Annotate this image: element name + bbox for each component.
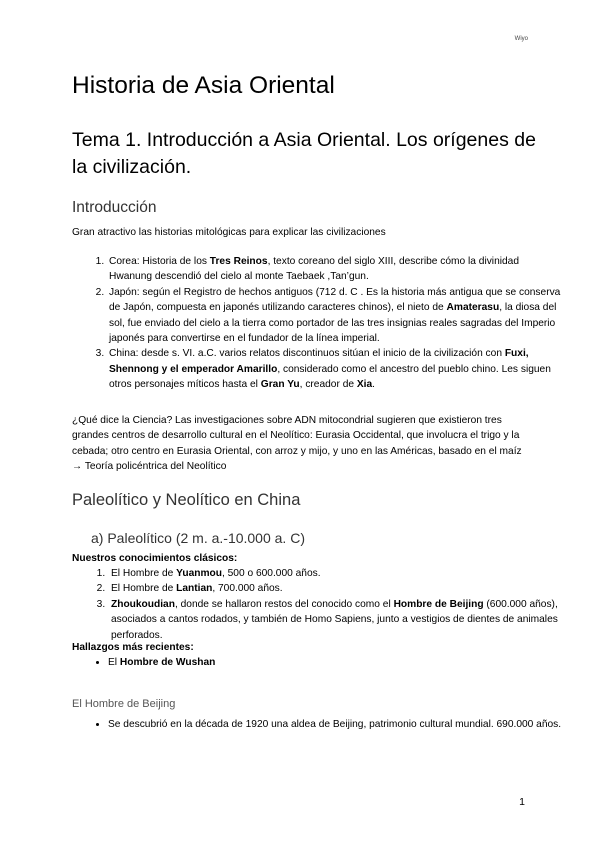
hallazgos-label: Hallazgos más recientes: (72, 642, 194, 653)
mitos-list (72, 254, 562, 393)
header-author: Wiyo (514, 36, 528, 42)
document-title: Historia de Asia Oriental (72, 72, 335, 99)
list-item: • El Hombre de Wushan (108, 655, 215, 670)
introduccion-heading: Introducción (72, 199, 157, 216)
beijing-list (72, 717, 563, 732)
list-item: 3. China: desde s. VI. a.C. varios relatos discontinuos sitúan el inicio de la civilización con Fuxi, Shennong y el emperador Amarillo, considerado como el ancestro del pueblo chino. Les siguen otros personajes míticos hasta el Gran Yu, creador de Xia. (107, 346, 562, 392)
hallazgos-list (72, 655, 215, 670)
list-item: 1. Corea: Historia de los Tres Reinos, texto coreano del siglo XIII, describe cómo la divinidad Hwanung descendió del cielo al monte Taebaek ,Tan’gun. (107, 254, 562, 285)
conocimientos-list (72, 566, 563, 643)
paleolitico-subheading: a) Paleolítico (2 m. a.-10.000 a. C) (91, 530, 305, 546)
list-item: 2. El Hombre de Lantian, 700.000 años. (108, 581, 563, 596)
list-item: 3. Zhoukoudian, donde se hallaron restos del conocido como el Hombre de Beijing (600.000 años), asociados a cantos rodados, y también de Homo Sapiens, junto a vestigios de dientes de animales perforados. (108, 597, 563, 643)
ciencia-paragraph: ¿Qué dice la Ciencia? Las investigaciones sobre ADN mitocondrial sugieren que existieron tres grandes centros de desarrollo cultural en el Neolítico: Eurasia Occidental, que involucra el trigo y la cebada; otro centro en Eurasia Oriental, con arroz y mijo, y uno en las Américas, basado en el maíz → Teoría policéntrica del Neolítico (72, 415, 522, 473)
list-item: 1. El Hombre de Yuanmou, 500 o 600.000 años. (108, 566, 563, 581)
beijing-heading: El Hombre de Beijing (72, 698, 176, 710)
conocimientos-label: Nuestros conocimientos clásicos: (72, 553, 238, 564)
introduccion-lead: Gran atractivo las historias mitológicas para explicar las civilizaciones (72, 227, 386, 238)
page-number: 1 (519, 796, 525, 808)
list-item: • Se descubrió en la década de 1920 una aldea de Beijing, patrimonio cultural mundial. 690.000 años. (108, 717, 563, 732)
tema-heading: Tema 1. Introducción a Asia Oriental. Los orígenes de la civilización. (72, 129, 536, 178)
paleolitico-heading: Paleolítico y Neolítico en China (72, 491, 301, 509)
list-item: 2. Japón: según el Registro de hechos antiguos (712 d. C . Es la historia más antigua que se conserva de Japón, compuesta en japonés utilizando caracteres chinos), el nieto de Amaterasu, la diosa del sol, fue enviado del cielo a la tierra como portador de las tres insignias reales sagradas del Imperio japonés para convertirse en el fundador de la línea imperial. (107, 285, 562, 347)
